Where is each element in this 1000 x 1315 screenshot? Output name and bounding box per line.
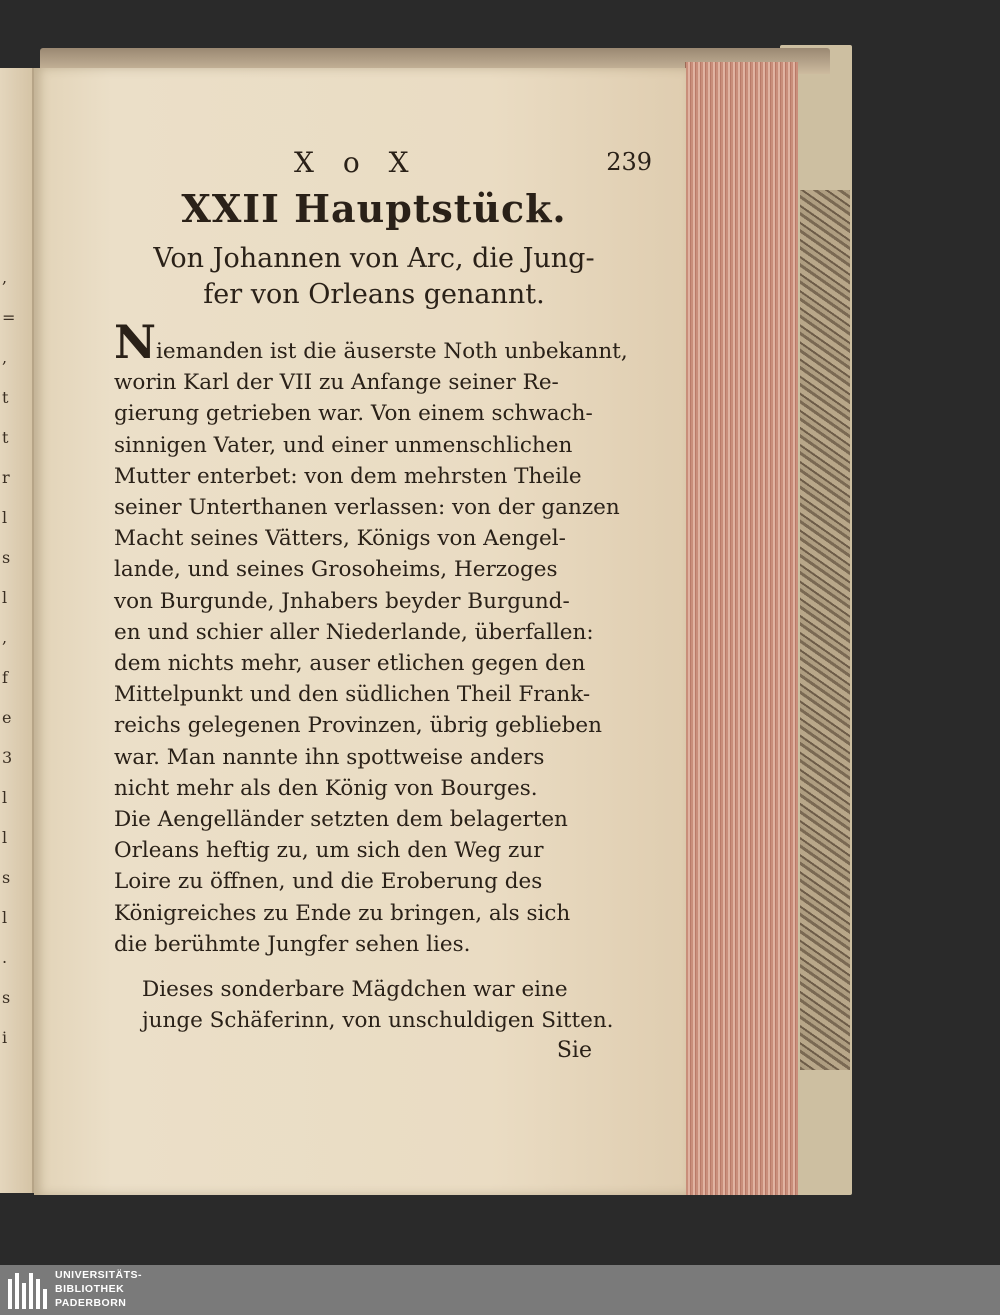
page-number: 239 bbox=[606, 148, 652, 176]
subtitle-line: fer von Orleans genannt. bbox=[203, 279, 545, 310]
text-line: nicht mehr als den König von Bourges. bbox=[114, 775, 538, 801]
library-name-line: UNIVERSITÄTS- bbox=[55, 1269, 143, 1281]
facing-page-letters bbox=[2, 258, 22, 1047]
text-line: Mutter enterbet: von dem mehrsten Theile bbox=[114, 463, 582, 489]
facing-page-letter: s bbox=[2, 868, 11, 887]
facing-page-letter: , bbox=[2, 268, 8, 287]
facing-page-letter: i bbox=[2, 1028, 8, 1047]
library-logo-icon bbox=[8, 1271, 48, 1309]
paragraph-2 bbox=[114, 974, 634, 1036]
facing-page-letter: r bbox=[2, 468, 10, 487]
facing-page-letter: t bbox=[2, 388, 9, 407]
text-line: die berühmte Jungfer sehen lies. bbox=[114, 931, 471, 957]
facing-page-sliver bbox=[0, 68, 34, 1193]
paragraph-1 bbox=[114, 315, 634, 960]
page-fore-edge bbox=[685, 62, 798, 1195]
facing-page-letter: s bbox=[2, 988, 11, 1007]
facing-page-letter: , bbox=[2, 628, 8, 647]
facing-page-letter: l bbox=[2, 508, 8, 527]
facing-page-letter: . bbox=[2, 948, 8, 967]
text-line: Macht seines Vätters, Königs von Aengel- bbox=[114, 526, 566, 552]
library-name bbox=[55, 1268, 142, 1310]
library-footer-bar bbox=[0, 1265, 1000, 1315]
first-line-text: iemanden ist die äuserste Noth unbekannt, bbox=[156, 339, 628, 364]
subtitle-line: Von Johannen von Arc, die Jung- bbox=[153, 243, 595, 274]
text-line: sinnigen Vater, und einer unmenschlichen bbox=[114, 432, 573, 458]
facing-page-letter: l bbox=[2, 828, 8, 847]
facing-page-letter: 3 bbox=[2, 748, 13, 767]
chapter-subtitle bbox=[114, 241, 634, 313]
library-name-line: BIBLIOTHEK bbox=[55, 1283, 125, 1295]
text-line: seiner Unterthanen verlassen: von der ganzen bbox=[114, 495, 620, 521]
text-line: dem nichts mehr, auser etlichen gegen den bbox=[114, 651, 586, 677]
text-line: reichs gelegenen Provinzen, übrig geblieben bbox=[114, 713, 603, 739]
running-head bbox=[114, 146, 652, 180]
text-line: Loire zu öffnen, und die Eroberung des bbox=[114, 869, 543, 895]
facing-page-letter: f bbox=[2, 668, 8, 687]
text-line: en und schier aller Niederlande, überfallen: bbox=[114, 619, 594, 645]
page-text-block bbox=[114, 146, 652, 1064]
cover-marbling bbox=[800, 190, 850, 1070]
chapter-title: XXII Hauptstück. bbox=[181, 186, 567, 231]
facing-page-letter: l bbox=[2, 908, 8, 927]
drop-cap: N bbox=[114, 315, 157, 369]
text-line: Königreiches zu Ende zu bringen, als sich bbox=[114, 900, 571, 926]
library-name-line: PADERBORN bbox=[55, 1297, 127, 1309]
text-line: Mittelpunkt und den südlichen Theil Frank- bbox=[114, 682, 591, 708]
facing-page-letter: s bbox=[2, 548, 11, 567]
text-line: Orleans heftig zu, um sich den Weg zur bbox=[114, 838, 544, 864]
catchword: Sie bbox=[556, 1038, 592, 1064]
facing-page-letter: l bbox=[2, 588, 8, 607]
paragraph-first-line bbox=[114, 315, 634, 369]
facing-page-letter: = bbox=[2, 308, 16, 327]
text-line: lande, und seines Grosoheims, Herzoges bbox=[114, 557, 558, 583]
book-page bbox=[34, 68, 686, 1195]
text-line: gierung getrieben war. Von einem schwach- bbox=[114, 401, 593, 427]
text-line: junge Schäferinn, von unschuldigen Sitten. bbox=[142, 1008, 614, 1034]
text-line: worin Karl der VII zu Anfange seiner Re- bbox=[114, 370, 559, 396]
text-line: von Burgunde, Jnhabers beyder Burgund- bbox=[114, 588, 570, 614]
facing-page-letter: , bbox=[2, 348, 8, 367]
header-ornament: X o X bbox=[294, 146, 419, 179]
facing-page-letter: l bbox=[2, 788, 8, 807]
text-line: Die Aengelländer setzten dem belagerten bbox=[114, 807, 568, 833]
text-line: Dieses sonderbare Mägdchen war eine bbox=[142, 977, 568, 1003]
facing-page-letter: e bbox=[2, 708, 12, 727]
text-line: war. Man nannte ihn spottweise anders bbox=[114, 744, 545, 770]
facing-page-letter: t bbox=[2, 428, 9, 447]
